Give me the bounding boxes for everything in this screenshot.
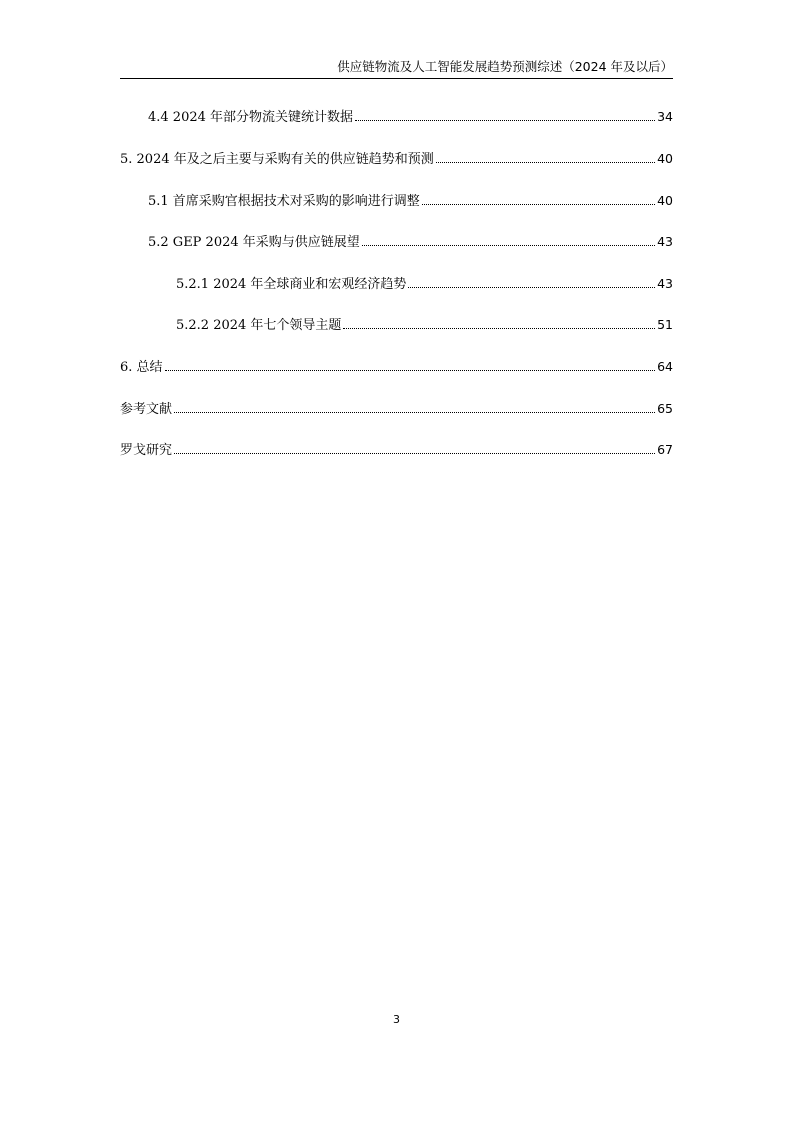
page-header-title: 供应链物流及人工智能发展趋势预测综述（2024 年及以后） — [337, 59, 673, 74]
toc-dot-leader — [362, 245, 655, 246]
toc-entry-label: 4.4 2024 年部分物流关键统计数据 — [148, 110, 354, 125]
toc-entry[interactable] — [120, 399, 673, 419]
toc-dot-leader — [174, 412, 655, 413]
toc-entry[interactable] — [120, 440, 673, 460]
toc-dot-leader — [165, 370, 656, 371]
toc-dot-leader — [355, 120, 655, 121]
toc-entry-page: 43 — [657, 276, 673, 291]
toc-entry[interactable] — [148, 232, 673, 252]
toc-dot-leader — [174, 453, 655, 454]
toc-dot-leader — [422, 204, 655, 205]
toc-dot-leader — [408, 287, 655, 288]
toc-entry-page: 43 — [657, 234, 673, 249]
page-number: 3 — [393, 1013, 400, 1026]
toc-entry-label: 5.2 GEP 2024 年采购与供应链展望 — [148, 235, 360, 250]
toc-entry[interactable] — [148, 107, 673, 127]
header-divider — [120, 78, 673, 79]
toc-entry-label: 6. 总结 — [120, 360, 163, 375]
toc-entry-label: 罗戈研究 — [120, 443, 173, 458]
toc-entry-page: 40 — [657, 151, 673, 166]
toc-entry-label: 参考文献 — [120, 402, 173, 417]
toc-entry-page: 65 — [657, 401, 673, 416]
toc-entry-label: 5. 2024 年及之后主要与采购有关的供应链趋势和预测 — [120, 152, 434, 167]
toc-dot-leader — [436, 162, 655, 163]
toc-entry-label: 5.2.1 2024 年全球商业和宏观经济趋势 — [176, 277, 407, 292]
toc-entry-page: 64 — [657, 359, 673, 374]
toc-dot-leader — [343, 328, 655, 329]
toc-entry[interactable] — [148, 191, 673, 211]
toc-entry[interactable] — [120, 357, 673, 377]
toc-entry-page: 51 — [657, 317, 673, 332]
toc-entry[interactable] — [176, 315, 673, 335]
toc-entry[interactable] — [176, 274, 673, 294]
toc-entry-label: 5.2.2 2024 年七个领导主题 — [176, 318, 342, 333]
toc-entry-page: 34 — [657, 109, 673, 124]
toc-entry-page: 67 — [657, 442, 673, 457]
toc-entry-page: 40 — [657, 193, 673, 208]
toc-entry[interactable] — [120, 149, 673, 169]
toc-entry-label: 5.1 首席采购官根据技术对采购的影响进行调整 — [148, 194, 420, 209]
